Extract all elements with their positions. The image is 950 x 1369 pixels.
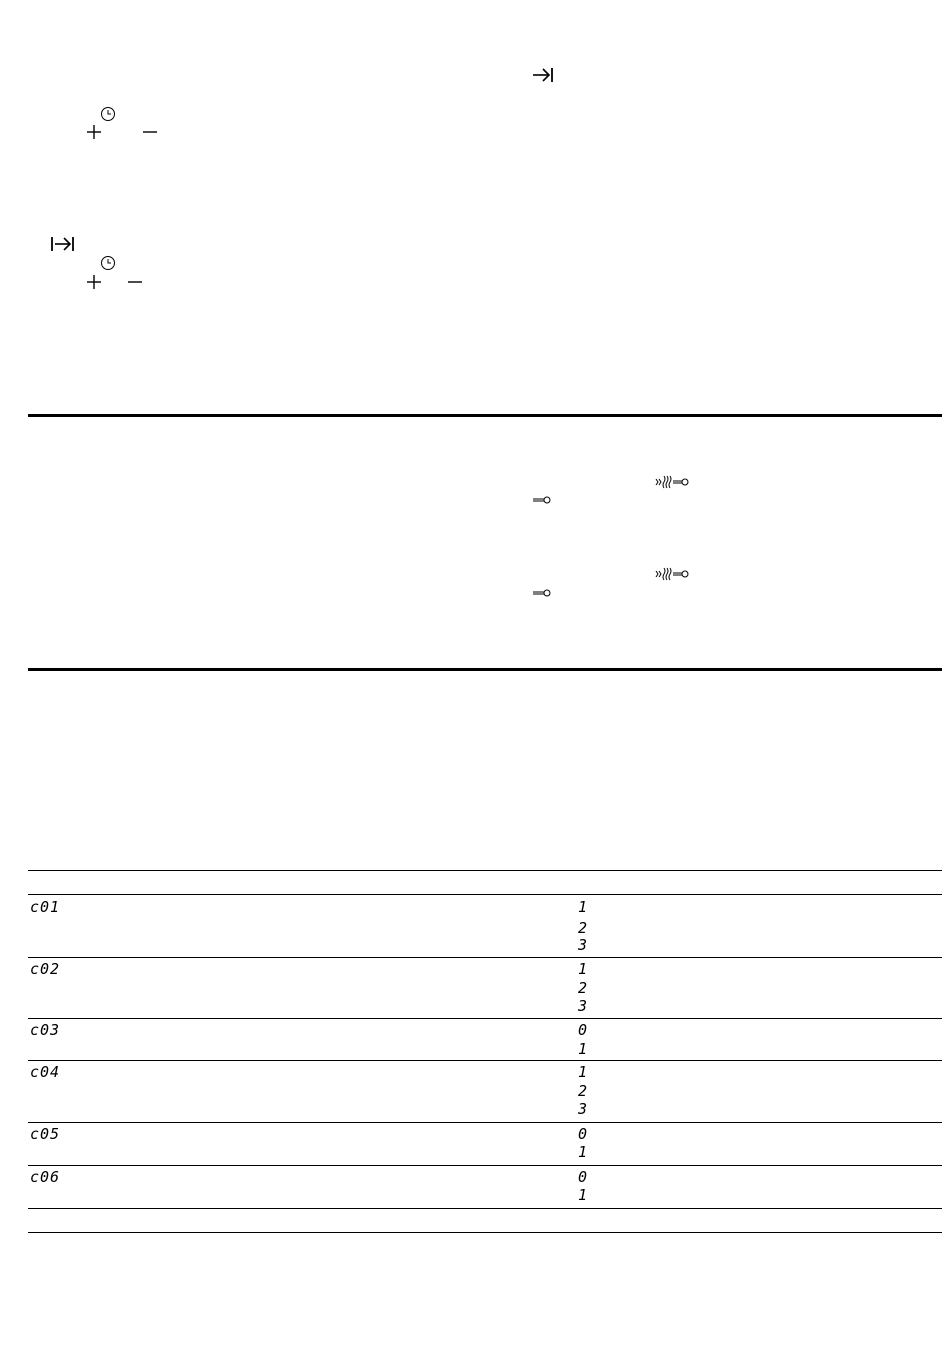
- row-divider: [28, 1122, 942, 1123]
- setting-code: c06: [30, 1168, 61, 1186]
- plus-icon: [86, 124, 102, 140]
- setting-code: c03: [30, 1021, 61, 1039]
- row-divider: [28, 1018, 942, 1019]
- setting-value: 2: [578, 979, 588, 997]
- setting-value: 3: [578, 997, 588, 1015]
- section-divider: [28, 668, 942, 671]
- setting-value: 1: [578, 1040, 588, 1058]
- setting-value: 1: [578, 960, 588, 978]
- row-divider: [28, 1208, 942, 1209]
- setting-value: 1: [578, 1186, 588, 1204]
- clock-icon: [100, 255, 116, 271]
- meat-probe-icon: [532, 587, 552, 599]
- setting-value: 0: [578, 1168, 588, 1186]
- setting-code: c02: [30, 960, 61, 978]
- clock-icon: [100, 106, 116, 122]
- rapid-heat-probe-icon: [655, 474, 689, 490]
- setting-value: 1: [578, 898, 588, 916]
- row-divider: [28, 957, 942, 958]
- skip-to-end-icon: [532, 66, 554, 84]
- minus-icon: [142, 124, 158, 140]
- meat-probe-icon: [532, 494, 552, 506]
- setting-value: 1: [578, 1143, 588, 1161]
- setting-code: c01: [30, 898, 61, 916]
- row-divider: [28, 1060, 942, 1061]
- section-divider: [28, 414, 942, 417]
- setting-value: 2: [578, 919, 588, 937]
- setting-value: 0: [578, 1125, 588, 1143]
- minus-icon: [127, 274, 143, 290]
- setting-code: c04: [30, 1063, 61, 1081]
- setting-code: c05: [30, 1125, 61, 1143]
- start-end-icon: [50, 235, 76, 253]
- table-bottom-rule: [28, 1232, 942, 1233]
- table-header-rule: [28, 894, 942, 895]
- setting-value: 2: [578, 1082, 588, 1100]
- setting-value: 1: [578, 1063, 588, 1081]
- rapid-heat-probe-icon: [655, 566, 689, 582]
- table-top-rule: [28, 870, 942, 871]
- row-divider: [28, 1165, 942, 1166]
- setting-value: 0: [578, 1021, 588, 1039]
- plus-icon: [86, 274, 102, 290]
- setting-value: 3: [578, 936, 588, 954]
- setting-value: 3: [578, 1100, 588, 1118]
